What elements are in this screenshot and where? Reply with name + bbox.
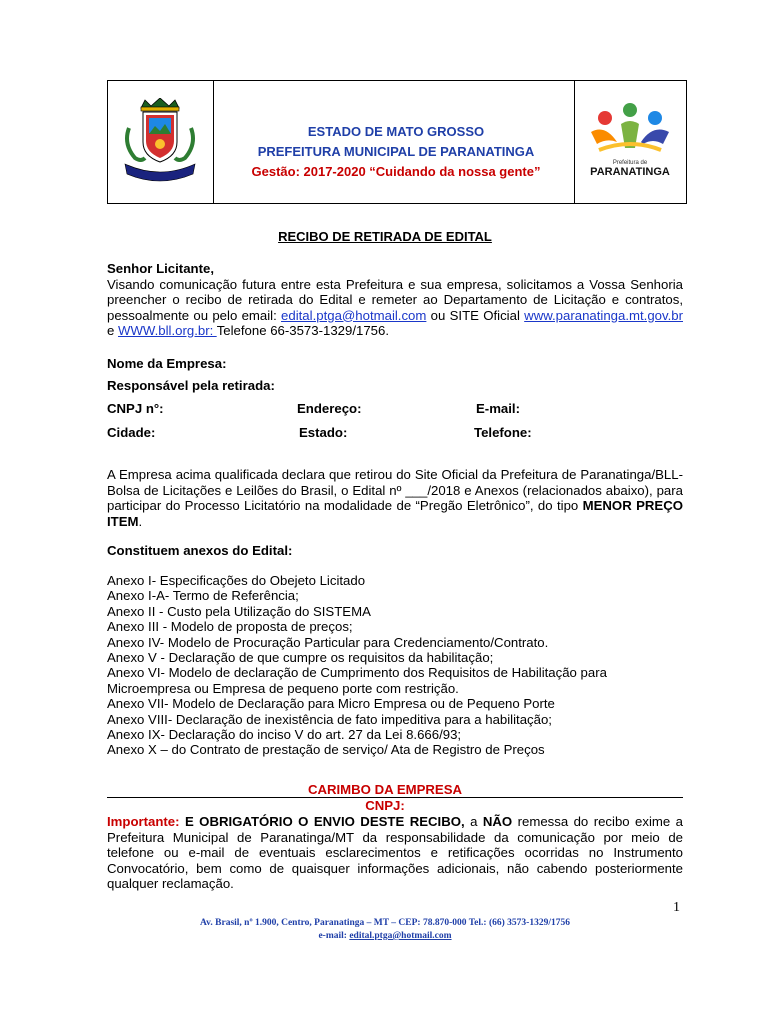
intro-paragraph (107, 261, 683, 339)
intro-text-1: Visando comunicação futura entre esta Prefeitura e sua empresa, solicitamos a Vossa Senhoria preencher o recibo de retirada do Edital e remeter ao Departamento de Licitação e contratos, pessoalmente ou pelo email: (107, 276, 683, 323)
footer-address: Av. Brasil, nº 1.900, Centro, Paranatinga – MT – CEP: 78.870-000 Tel.: (66) 3573-1329/1756 (200, 918, 570, 928)
list-item: Anexo III - Modelo de proposta de preços; (107, 619, 353, 635)
list-item: Anexo II - Custo pela Utilização do SISTEMA (107, 603, 371, 619)
list-item: Anexo I-A- Termo de Referência; (107, 588, 299, 604)
paranatinga-logo-icon (583, 98, 677, 182)
declaration-paragraph (107, 467, 683, 529)
important-paragraph (107, 814, 683, 892)
important-text-2: remessa do recibo exime a Prefeitura Municipal de Paranatinga/MT da responsabilidade da comunicação por meio de telefone ou e-mail de eventuais esclarecimentos e retificações ocorridas no Instrumento Convocatório, bem como de quaisquer informações adicionais, não cabendo posteriormente qualquer reclamação. (107, 814, 683, 891)
header-divider-left (213, 81, 214, 203)
municipal-crest-icon (121, 98, 199, 182)
page-number: 1 (673, 900, 680, 915)
footer-email-line (0, 931, 770, 941)
cnpj-label: CNPJ n°: (107, 401, 164, 416)
list-item: Anexo VI- Modelo de declaração de Cumprimento dos Requisitos de Habilitação para (107, 665, 607, 681)
email-label: E-mail: (476, 401, 520, 416)
company-name-label: Nome da Empresa: (107, 356, 227, 371)
list-item: Microempresa ou Empresa de pequeno porte com restrição. (107, 680, 459, 696)
important-bold-2: NÃO (482, 814, 513, 829)
city-label: Cidade: (107, 425, 156, 440)
list-item: Anexo IV- Modelo de Procuração Particular para Credenciamento/Contrato. (107, 634, 549, 650)
list-item: Anexo VIII- Declaração de inexistência de fato impeditiva para a habilitação; (107, 711, 552, 727)
stamp-label: CARIMBO DA EMPRESA (307, 782, 463, 797)
stamp-cnpj-label: CNPJ: (365, 798, 405, 813)
phone-label: Telefone: (474, 425, 532, 440)
declaration-end: . (138, 513, 143, 529)
intro-text-4: Telefone 66-3573-1329/1756. (216, 323, 389, 338)
annexes-list (107, 573, 607, 758)
site-link-bll[interactable]: WWW.bll.org.br: (118, 323, 217, 338)
header-state: ESTADO DE MATO GROSSO (307, 124, 485, 139)
list-item: Anexo IX- Declaração do inciso V do art. 27 da Lei 8.666/93; (107, 727, 462, 743)
list-item: Anexo I- Especificações do Obejeto Licitado (107, 573, 366, 588)
important-label: Importante: (107, 814, 180, 829)
list-item: Anexo X – do Contrato de prestação de serviço/ Ata de Registro de Preços (107, 742, 545, 758)
salutation: Senhor Licitante, (107, 261, 214, 276)
responsible-label: Responsável pela retirada: (107, 378, 275, 393)
important-text-1: a (464, 814, 483, 829)
header-divider-right (574, 81, 575, 203)
footer-email-link[interactable]: edital.ptga@hotmail.com (349, 931, 452, 941)
email-link[interactable]: edital.ptga@hotmail.com (281, 307, 427, 323)
footer-email-label: e-mail: (318, 931, 350, 941)
address-label: Endereço: (297, 401, 362, 416)
header-prefecture: PREFEITURA MUNICIPAL DE PARANATINGA (257, 144, 535, 159)
document-title: RECIBO DE RETIRADA DE EDITAL (278, 229, 492, 244)
intro-text-3: e (107, 323, 118, 338)
logo-text: PARANATINGA (590, 166, 670, 178)
state-label: Estado: (299, 425, 348, 440)
list-item: Anexo V - Declaração de que cumpre os requisitos da habilitação; (107, 650, 494, 666)
annexes-title: Constituem anexos do Edital: (107, 543, 293, 558)
logo-small-text: Prefeitura de (612, 160, 648, 166)
header-management: Gestão: 2017-2020 “Cuidando da nossa gente” (251, 164, 541, 179)
declaration-text: A Empresa acima qualificada declara que retirou do Site Oficial da Prefeitura de Paranatinga/BLL- Bolsa de Licitações e Leilões do Brasil, o Edital nº ___/2018 e Anexos (relacionados abaixo), para participar do Processo Licitatório na modalidade de “Pregão Eletrônico”, do tipo (107, 467, 683, 513)
site-link-prefeitura[interactable]: www.paranatinga.mt.gov.br (524, 307, 683, 323)
intro-text-2: ou SITE Oficial (426, 307, 525, 323)
list-item: Anexo VII- Modelo de Declaração para Micro Empresa ou de Pequeno Porte (107, 696, 555, 712)
declaration-bold: MENOR PREÇO ITEM (107, 498, 683, 529)
important-bold-1: E OBRIGATÓRIO O ENVIO DESTE RECIBO, (179, 814, 465, 829)
